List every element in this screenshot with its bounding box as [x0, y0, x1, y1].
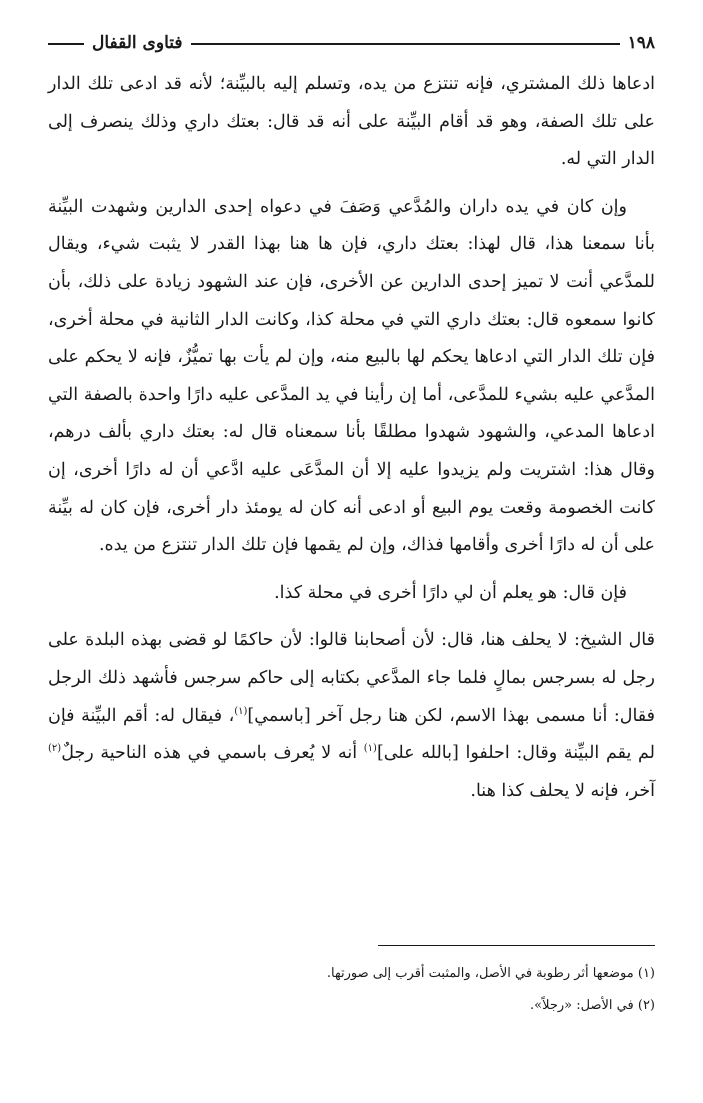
paragraph-4-part-1: قال الشيخ: لا يحلف هنا، قال: لأن أصحابنا قالوا: لأن حاكمًا لو قضى بهذه البلدة على رجل له بسرجس بمالٍ فلما جاء المدَّعي بكتابه إلى حاكم سرجس فأشهد ذلك الرجل فقال: أنا مسمى بهذا الاسم، لكن هنا رجل آخر [باسمي] [48, 630, 655, 726]
footnote-ref-2[interactable]: (٢) [48, 743, 62, 755]
footnote-2: (٢) في الأصل: «رجلاً». [530, 998, 655, 1013]
running-header [48, 28, 655, 58]
header-rule [191, 43, 620, 45]
book-title: فتاوى القفال [92, 33, 183, 53]
paragraph-4 [48, 622, 655, 810]
footnote-ref-1[interactable]: (١) [234, 705, 248, 717]
footnote-1: (١) موضعها أثر رطوبة في الأصل، والمثبت أقرب إلى صورتها. [326, 966, 655, 981]
paragraph-2: وإن كان في يده داران والمُدَّعي وَصَفَ في دعواه إحدى الدارين وشهدت البيِّنة بأنا سمعنا هذا، قال لهذا: بعتك داري، فإن ها هنا بهذا القدر لا يثبت شيء، ويقال للمدَّعي أنت لا تميز إحدى الدارين عن الأخرى، فإن عند الشهود زيادة على ذلك، بأن كانوا سمعوه قال: بعتك داري التي في محلة كذا، وكانت الدار الثانية في محلة أخرى، فإن تلك الدار التي ادعاها يحكم لها بالبيع منه، وإن لم يأت بها تميُّزٌ، فإنه لا يحكم على المدَّعي عليه بشيء للمدَّعى، أما إن رأينا في يد المدَّعى عليه دارًا واحدة بالصفة التي ادعاها المدعي، والشهود شهدوا مطلقًا بأنا سمعناه قال له: بعتك داري بألف درهم، وقال هذا: اشتريت ولم يزيدوا عليه إلا أن المدَّعَى عليه ادَّعي أن له دارًا أخرى، إن كانت الخصومة وقعت يوم البيع أو ادعى أنه كان له يومئذ دار أخرى، فإن كان له بيِّنة على أن له دارًا أخرى وأقامها فذاك، وإن لم يقمها فإن تلك الدار تنتزع من يده. [48, 196, 655, 556]
main-text [48, 66, 655, 810]
paragraph-4-part-2: ، فيقال له: أقم البيِّنة فإن لم يقم البيِّنة وقال: احلفوا [بالله على] [48, 705, 655, 764]
header-rule-end [48, 43, 84, 45]
footnote-divider [378, 945, 655, 946]
footnote-ref-1-repeat[interactable]: (١) [363, 743, 377, 755]
book-page [48, 28, 655, 1079]
paragraph-3: فإن قال: هو يعلم أن لي دارًا أخرى في محلة كذا. [274, 582, 627, 603]
footnotes [48, 958, 655, 1022]
paragraph-4-part-3: أنه لا يُعرف باسمي في هذه الناحية رجلٌ [61, 743, 364, 764]
page-number: ١٩٨ [627, 33, 655, 53]
paragraph-4-part-4: آخر، فإنه لا يحلف كذا هنا. [470, 780, 655, 801]
paragraph-1: ادعاها ذلك المشتري، فإنه تنتزع من يده، وتسلم إليه بالبيِّنة؛ لأنه قد ادعى تلك الدار على تلك الصفة، وهو قد أقام البيِّنة على أنه قد قال: بعتك داري وذلك ينصرف إلى الدار التي له. [48, 74, 655, 170]
